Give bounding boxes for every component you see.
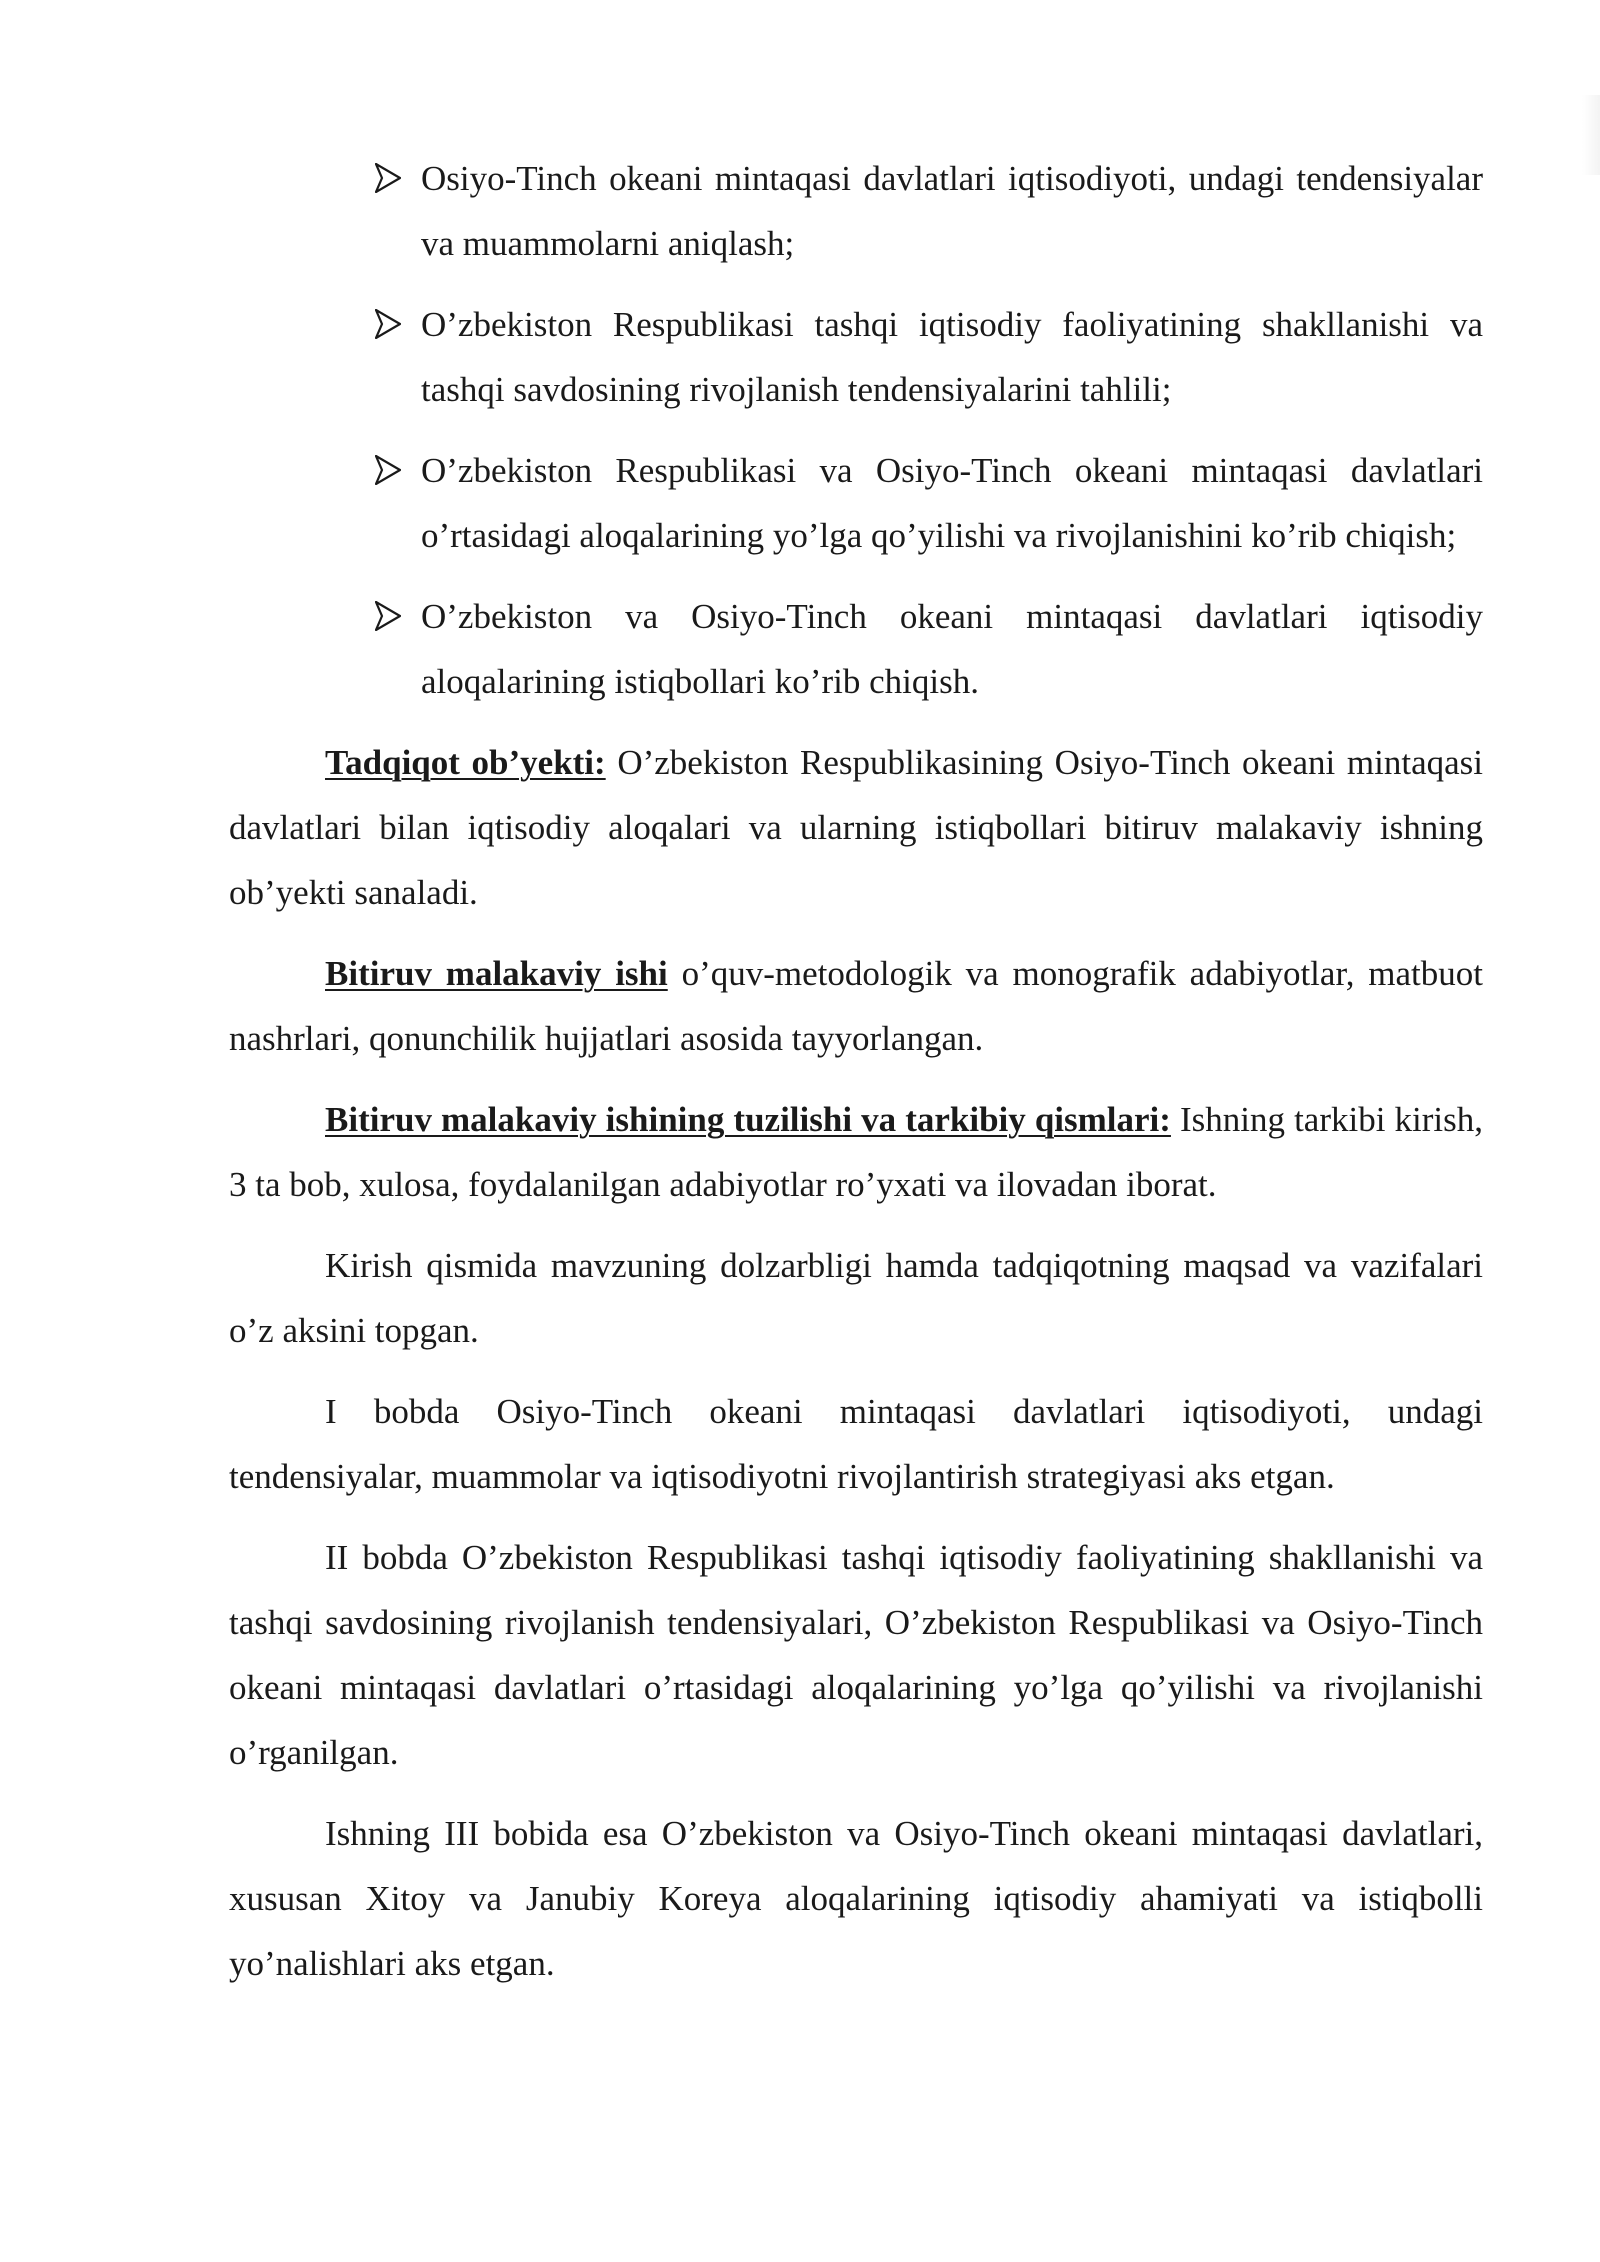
paragraph-text: o’quv-metodologik va monografik adabiyotlar, matbuot nashrlari, qonunchilik hujjatlari asosida tayyorlangan.: [229, 954, 1483, 1058]
arrow-bullet-icon: [373, 146, 409, 211]
list-item-text: O’zbekiston Respublikasi tashqi iqtisodiy faoliyatining shakllanishi va tashqi savdosining rivojlanish tendensiyalarini tahlili;: [421, 305, 1483, 409]
thesis-structure-paragraph: [229, 1087, 1483, 1217]
list-item-text: Osiyo-Tinch okeani mintaqasi davlatlari iqtisodiyoti, undagi tendensiyalar va muammolarni aniqlash;: [421, 159, 1483, 263]
document-body: [229, 146, 1483, 2012]
paragraph-text: Ishning tarkibi kirish, 3 ta bob, xulosa, foydalanilgan adabiyotlar ro’yxati va ilovadan iborat.: [229, 1100, 1483, 1204]
paragraph-heading: Tadqiqot ob’yekti:: [325, 743, 606, 782]
list-item: [229, 146, 1483, 276]
list-item: [229, 438, 1483, 568]
arrow-bullet-icon: [373, 292, 409, 357]
chapter-three-paragraph: [229, 1801, 1483, 1996]
list-item: [229, 584, 1483, 714]
list-item-text: O’zbekiston va Osiyo-Tinch okeani mintaqasi davlatlari iqtisodiy aloqalarining istiqbollari ko’rib chiqish.: [421, 597, 1483, 701]
page-edge-shadow: [1582, 95, 1600, 175]
paragraph-text: I bobda Osiyo-Tinch okeani mintaqasi davlatlari iqtisodiyoti, undagi tendensiyalar, muammolar va iqtisodiyotni rivojlantirish strategiyasi aks etgan.: [229, 1392, 1483, 1496]
paragraph-text: O’zbekiston Respublikasining Osiyo-Tinch okeani mintaqasi davlatlari bilan iqtisodiy aloqalari va ularning istiqbollari bitiruv malakaviy ishning ob’yekti sanaladi.: [229, 743, 1483, 912]
arrow-bullet-icon: [373, 438, 409, 503]
list-item: [229, 292, 1483, 422]
paragraph-heading: Bitiruv malakaviy ishining tuzilishi va tarkibiy qismlari:: [325, 1100, 1171, 1139]
research-object-paragraph: [229, 730, 1483, 925]
paragraph-text: Ishning III bobida esa O’zbekiston va Osiyo-Tinch okeani mintaqasi davlatlari, xususan Xitoy va Janubiy Koreya aloqalarining iqtisodiy ahamiyati va istiqbolli yo’nalishlari aks etgan.: [229, 1814, 1483, 1983]
list-item-text: O’zbekiston Respublikasi va Osiyo-Tinch okeani mintaqasi davlatlari o’rtasidagi aloqalarining yo’lga qo’yilishi va rivojlanishini ko’rib chiqish;: [421, 451, 1483, 555]
paragraph-text: Kirish qismida mavzuning dolzarbligi hamda tadqiqotning maqsad va vazifalari o’z aksini topgan.: [229, 1246, 1483, 1350]
paragraph-text: II bobda O’zbekiston Respublikasi tashqi iqtisodiy faoliyatining shakllanishi va tashqi savdosining rivojlanish tendensiyalari, O’zbekiston Respublikasi va Osiyo-Tinch okeani mintaqasi davlatlari o’rtasidagi aloqalarining yo’lga qo’yilishi va rivojlanishi o’rganilgan.: [229, 1538, 1483, 1772]
task-list: [229, 146, 1483, 714]
chapter-two-paragraph: [229, 1525, 1483, 1785]
thesis-sources-paragraph: [229, 941, 1483, 1071]
chapter-one-paragraph: [229, 1379, 1483, 1509]
arrow-bullet-icon: [373, 584, 409, 649]
introduction-paragraph: [229, 1233, 1483, 1363]
paragraph-heading: Bitiruv malakaviy ishi: [325, 954, 668, 993]
